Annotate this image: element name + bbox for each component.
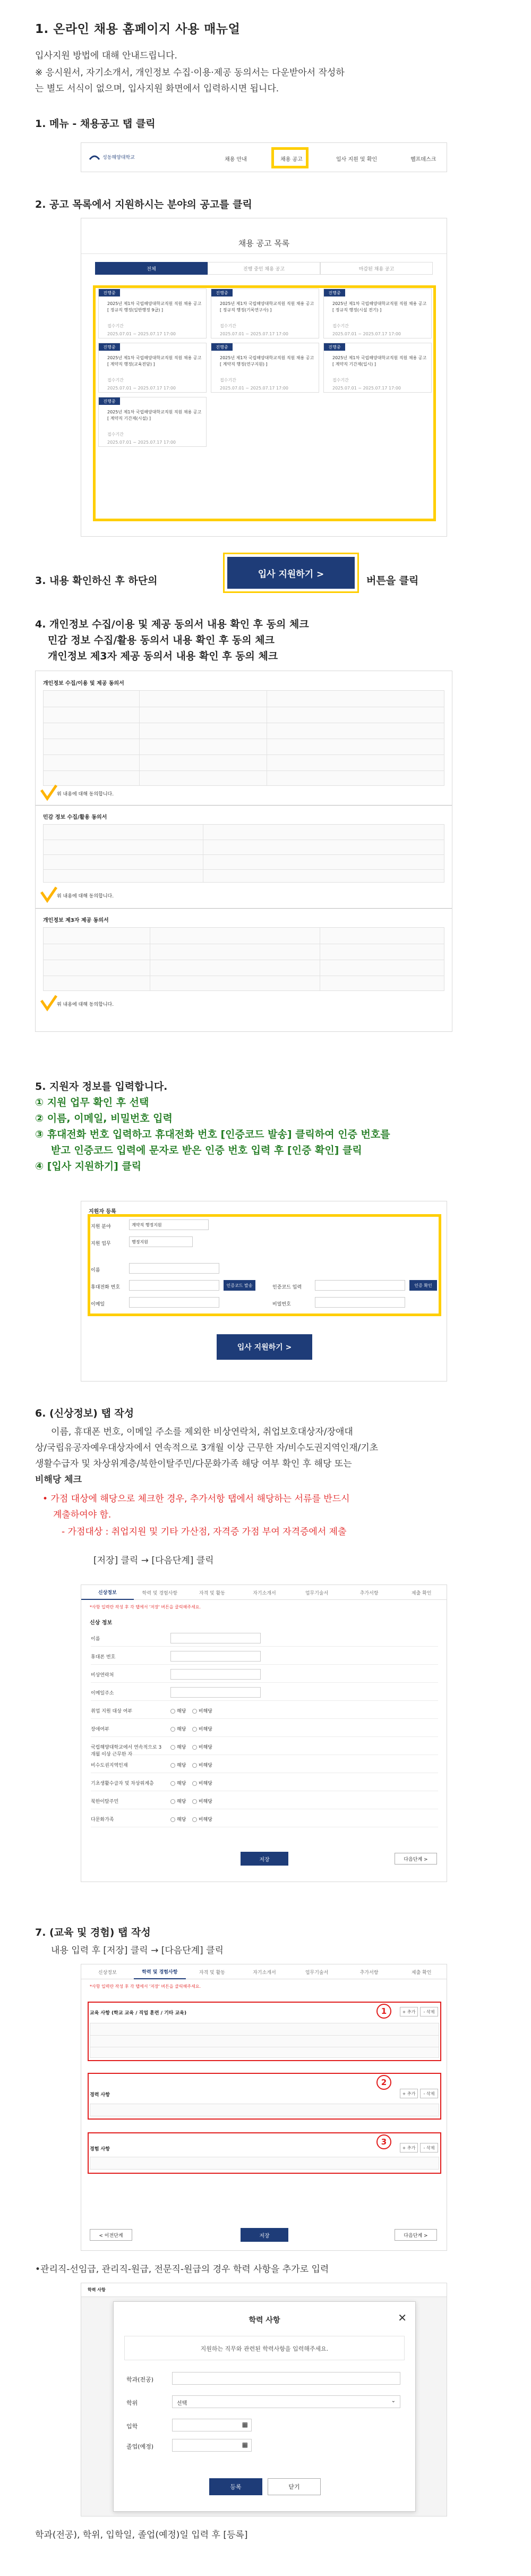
row-label: 비수도권지역인재 — [91, 1763, 128, 1768]
card-line-1: 2025년 제1차 국립해양대학교직원 직원 채용 공고 — [107, 410, 202, 414]
highlight-box — [88, 2002, 441, 2061]
step6-note-3: - 가점대상 : 취업지원 및 기타 가산점, 자격증 가점 부여 자격증에서 제출 — [62, 1527, 347, 1537]
step7-sub: 내용 입력 후 [저장] 클릭 → [다음단계] 클릭 — [51, 1945, 224, 1956]
row-label: 북한이탈주민 — [91, 1799, 119, 1804]
step-tab[interactable]: 업무기술서 — [305, 1970, 329, 1976]
row-input[interactable] — [170, 1687, 261, 1698]
education-screenshot — [81, 1964, 447, 2251]
consent-section-1-title: 개인정보 수집/이용 및 제공 동의서 — [43, 681, 124, 687]
panel-title: 채용 공고 목록 — [238, 239, 290, 248]
form-row — [91, 1630, 438, 1647]
card-status-badge: 진행중 — [99, 397, 120, 405]
logo: 성동해양대학교 — [89, 152, 135, 162]
dept-select[interactable]: 행정지원 — [129, 1236, 193, 1247]
card-period-label: 접수기간 — [332, 324, 349, 328]
card-line-1: 2025년 제1차 국립해양대학교직원 직원 채용 공고 — [107, 301, 202, 306]
row-label: 이메일주소 — [91, 1691, 114, 1696]
row-label: 휴대폰 번호 — [91, 1655, 116, 1660]
nav-job-posts[interactable]: 채용 공고 — [280, 157, 303, 163]
card-line-2: [ 계약직 행정(연구지원) ] — [220, 362, 268, 367]
consent-table-3 — [43, 927, 444, 991]
highlight-box — [223, 553, 359, 593]
card-line-1: 2025년 제1차 국립해양대학교직원 직원 채용 공고 — [220, 355, 314, 360]
job-select[interactable]: 계약직 행정지원 — [129, 1219, 209, 1230]
education-modal — [113, 2301, 416, 2512]
step3-text-pre: 3. 내용 확인하신 후 하단의 — [35, 575, 158, 587]
form-row — [91, 1702, 438, 1719]
experience-section-title: 경험 사항 — [90, 2147, 110, 2152]
highlight-box — [88, 1214, 441, 1316]
notice-text: *사항 입력란 작성 후 각 탭에서 '저장' 버튼을 클릭해주세요. — [90, 1984, 201, 1989]
personal-info-screenshot — [81, 1584, 447, 1882]
row-input[interactable] — [170, 1633, 261, 1643]
card-line-2: [ 계약직 기간제(입시) ] — [332, 362, 376, 367]
nav-recruit-info[interactable]: 채용 안내 — [225, 157, 247, 163]
step-tab[interactable]: 추가서항 — [359, 1590, 379, 1596]
step-tab[interactable]: 제출 확인 — [411, 1970, 432, 1976]
step1-title: 1. 메뉴 - 채용공고 탭 클릭 — [35, 118, 156, 130]
step6-note-1: • 가점 대상에 해당으로 체크한 경우, 추가서항 탭에서 해당하는 서류를 반드시 — [42, 1494, 350, 1504]
label-graduation: 졸업(예정) — [126, 2443, 154, 2450]
step2-title: 2. 공고 목록에서 지원하시는 분야의 공고를 클릭 — [35, 199, 252, 210]
card-period-label: 접수기간 — [220, 378, 236, 383]
tab-closed[interactable]: 마감된 채용 공고 — [320, 262, 433, 275]
form-row — [91, 1810, 438, 1827]
marker-2: 2 — [376, 2075, 391, 2090]
step-tab[interactable]: 학력 및 경험사항 — [142, 1590, 178, 1596]
graduation-date-input[interactable] — [172, 2439, 252, 2452]
delete-button[interactable]: - 삭제 — [420, 2089, 438, 2098]
card-period-label: 접수기간 — [107, 324, 124, 328]
yes-no-radio[interactable]: 해당 비해당 — [170, 1816, 212, 1823]
consent-table-2 — [43, 824, 444, 883]
card-period: 2025.07.01 ~ 2025.07.17 17:00 — [107, 440, 176, 445]
step-tab[interactable]: 자격 및 활동 — [199, 1970, 226, 1976]
next-step-button[interactable]: 다음단계 > — [395, 1853, 437, 1865]
label-major: 학과(전공) — [126, 2376, 154, 2383]
card-status-badge: 진행중 — [211, 343, 233, 351]
form-row — [91, 1756, 438, 1773]
card-line-1: 2025년 제1차 국립해양대학교직원 직원 채용 공고 — [107, 355, 202, 360]
card-period: 2025.07.01 ~ 2025.07.17 17:00 — [107, 332, 176, 336]
card-status-badge: 진행중 — [324, 343, 345, 351]
card-period: 2025.07.01 ~ 2025.07.17 17:00 — [332, 332, 401, 336]
intro-text-2: ※ 응시원서, 자기소개서, 개인정보 수집·이용·제공 동의서는 다운받아서 작성하 — [35, 67, 345, 78]
close-button[interactable]: 닫기 — [268, 2478, 321, 2495]
check-icon[interactable] — [40, 886, 58, 904]
delete-button[interactable]: - 삭제 — [420, 2007, 438, 2016]
calendar-icon: ▦ — [242, 2441, 248, 2448]
step6-text-1: 이름, 휴대폰 번호, 이메일 주소를 제외한 비상연락처, 취업보호대상자/장애대 — [51, 1427, 353, 1437]
save-button[interactable]: 저장 — [241, 1852, 288, 1866]
card-line-1: 2025년 제1차 국립해양대학교직원 직원 채용 공고 — [220, 301, 314, 306]
label-admission: 입학 — [126, 2423, 138, 2430]
major-input[interactable] — [172, 2372, 400, 2385]
step4-title-1: 4. 개인정보 수집/이용 및 제공 동의서 내용 확인 후 동의 체크 — [35, 618, 309, 630]
nav-helpdesk[interactable]: 헬프데스크 — [410, 157, 436, 163]
calendar-icon: ▦ — [242, 2421, 248, 2428]
personal-rows — [81, 1630, 447, 1842]
next-step-button[interactable]: 다음단계 > — [395, 2229, 437, 2241]
step5-item-3b: 받고 인증코드 입력에 문자로 받은 인증 번호 입력 후 [인증 확인] 클릭 — [51, 1145, 362, 1156]
label-job: 지원 분야 — [91, 1224, 111, 1230]
step7-caption: 학과(전공), 학위, 입학일, 졸업(예정)일 입력 후 [등록] — [35, 2530, 248, 2540]
step-tab[interactable]: 제출 확인 — [411, 1590, 432, 1596]
step6-text-2: 상/국립유공자예우대상자에서 연속적으로 3개월 이상 근무한 자/비수도권지역인재/기초 — [35, 1443, 379, 1453]
card-status-badge: 진행중 — [99, 289, 120, 296]
add-button[interactable]: + 추가 — [400, 2007, 418, 2016]
card-line-2: [ 정규직 행정(기록연구사) ] — [220, 308, 272, 312]
career-section-title: 경력 사항 — [90, 2092, 110, 2098]
step6-note-2: 계출하여야 함. — [53, 1510, 112, 1520]
register-button[interactable]: 등록 — [209, 2478, 262, 2495]
modal-desc: 지원하는 직무와 관련된 학력사항을 입력해주세요. — [124, 2336, 405, 2360]
card-period: 2025.07.01 ~ 2025.07.17 17:00 — [332, 386, 401, 391]
step-tab[interactable]: 신상정보 — [98, 1970, 117, 1976]
step-tab[interactable]: 추가서항 — [359, 1970, 379, 1976]
step6-title: 6. (신상정보) 탭 작성 — [35, 1408, 134, 1419]
form-row — [91, 1738, 438, 1755]
edu-section-title: 교육 사항 (학교 교육 / 직업 훈련 / 기타 교육) — [90, 2011, 187, 2016]
consent-agree-1[interactable]: 위 내용에 대해 동의합니다. — [57, 792, 114, 797]
row-label: 다문화가족 — [91, 1817, 114, 1823]
label-code: 인증코드 입력 — [272, 1285, 302, 1290]
consent-agree-3[interactable]: 위 내용에 대해 동의합니다. — [57, 1002, 114, 1007]
apply-button-example[interactable]: 입사 지원하기 > — [227, 557, 355, 589]
card-period-label: 접수기간 — [107, 432, 124, 437]
add-button[interactable]: + 추가 — [400, 2089, 418, 2098]
label-name: 이름 — [91, 1268, 100, 1273]
row-label: 취업 지원 대상 여부 — [91, 1709, 133, 1714]
row-label: 기초생활수급자 및 차상위계층 — [91, 1781, 154, 1786]
form-row — [91, 1792, 438, 1809]
label-email: 이메일 — [91, 1302, 105, 1307]
check-icon[interactable] — [40, 784, 58, 802]
consent-section-3-title: 개인정보 제3자 제공 동의서 — [43, 918, 109, 923]
check-icon[interactable] — [40, 994, 58, 1012]
step4-title-3: 개인정보 제3자 제공 동의서 내용 확인 후 동의 체크 — [48, 650, 278, 662]
row-label: 이름 — [91, 1637, 100, 1642]
step-tabs — [81, 1585, 447, 1600]
degree-select[interactable]: 선택 ⌄ — [172, 2395, 400, 2408]
consent-table-1 — [43, 690, 444, 786]
form-row — [91, 1684, 438, 1701]
form-row — [91, 1666, 438, 1683]
delete-button[interactable]: - 삭제 — [420, 2143, 438, 2153]
step-tab[interactable]: 자기소개서 — [253, 1590, 276, 1596]
chevron-down-icon: ⌄ — [391, 2398, 396, 2404]
form-title: 지원자 등록 — [89, 1209, 116, 1215]
card-status-badge: 진행중 — [324, 289, 345, 296]
step7-title: 7. (교육 및 경험) 탭 작성 — [35, 1927, 151, 1938]
label-phone: 휴대전화 번호 — [91, 1285, 121, 1290]
consent-screenshot — [35, 671, 452, 1032]
step5-title: 5. 지원자 정보를 입력합니다. — [35, 1081, 168, 1092]
highlight-box — [88, 2073, 441, 2120]
card-line-2: [ 정규직 행정(시설 전기) ] — [332, 308, 382, 312]
yes-no-radio[interactable]: 해당 비해당 — [170, 1798, 212, 1804]
row-input[interactable] — [170, 1669, 261, 1680]
close-icon[interactable]: ✕ — [398, 2311, 407, 2324]
card-line-2: [ 계약직 행정(교육전담) ] — [107, 362, 155, 367]
card-status-badge: 진행중 — [211, 289, 233, 296]
save-button[interactable]: 저장 — [241, 2228, 288, 2242]
row-label: 장애여부 — [91, 1727, 109, 1732]
form-row — [91, 1774, 438, 1791]
yes-no-radio[interactable]: 해당 비해당 — [170, 1707, 212, 1714]
step5-item-3: ③ 휴대전화 번호 입력하고 휴대전화 번호 [인증코드 발송] 클릭하여 인증 번호를 — [35, 1129, 390, 1140]
step7-bullet: •관리직-선임급, 관리직-원급, 전문직-원급의 경우 학력 사항을 추가로 입력 — [35, 2264, 329, 2275]
consent-section-2-title: 민감 정보 수집/활용 동의서 — [43, 815, 107, 820]
step6-text-4: 비해당 체크 — [35, 1475, 82, 1485]
page-title: 1. 온라인 채용 홈페이지 사용 매뉴얼 — [35, 22, 241, 36]
row-label: 비상연락처 — [91, 1673, 114, 1678]
yes-no-radio[interactable]: 해당 비해당 — [170, 1761, 212, 1768]
logo-icon — [89, 152, 100, 162]
step-tab[interactable]: 자기소개서 — [253, 1970, 276, 1976]
card-period: 2025.07.01 ~ 2025.07.17 17:00 — [107, 386, 176, 391]
add-button[interactable]: + 추가 — [400, 2143, 418, 2153]
step4-title-2: 민감 정보 수집/활용 동의서 내용 확인 후 동의 체크 — [48, 634, 275, 646]
label-degree: 학위 — [126, 2400, 138, 2406]
label-password: 비밀번호 — [272, 1302, 291, 1307]
marker-1: 1 — [376, 2004, 391, 2019]
form-row — [91, 1720, 438, 1737]
card-period-label: 접수기간 — [107, 378, 124, 383]
card-line-1: 2025년 제1차 국립해양대학교직원 직원 채용 공고 — [332, 301, 427, 306]
admission-date-input[interactable] — [172, 2419, 252, 2431]
card-period: 2025.07.01 ~ 2025.07.17 17:00 — [220, 332, 288, 336]
nav-apply-check[interactable]: 입사 지원 및 확인 — [336, 157, 378, 163]
card-line-2: [ 계약직 기간제(시설) ] — [107, 416, 151, 421]
education-modal-screenshot — [81, 2283, 447, 2516]
card-period-label: 접수기간 — [332, 378, 349, 383]
box-title: 신상 정보 — [90, 1620, 113, 1626]
intro-text-1: 입사지원 방법에 대해 안내드립니다. — [35, 50, 177, 61]
step6-click-text: [저장] 클릭 → [다음단계] 클릭 — [93, 1555, 214, 1566]
submit-apply-button[interactable]: 입사 지원하기 > — [217, 1334, 312, 1360]
yes-no-radio[interactable]: 해당 비해당 — [170, 1725, 212, 1732]
step3-text-post: 버튼을 클릭 — [366, 575, 419, 587]
highlight-box — [271, 147, 309, 168]
yes-no-radio[interactable]: 해당 비해당 — [170, 1743, 212, 1750]
step5-item-1: ① 지원 업무 확인 후 선택 — [35, 1097, 149, 1108]
card-status-badge: 진행중 — [99, 343, 120, 351]
card-period-label: 접수기간 — [220, 324, 236, 328]
applicant-form-screenshot — [81, 1201, 447, 1382]
send-code-button[interactable]: 인증코드 발송 — [224, 1280, 255, 1291]
step-tab[interactable]: 업무기술서 — [305, 1590, 329, 1596]
confirm-code-button[interactable]: 인증 확인 — [409, 1280, 437, 1291]
tab-all[interactable]: 전체 — [95, 262, 208, 275]
consent-agree-2[interactable]: 위 내용에 대해 동의합니다. — [57, 894, 114, 899]
card-line-1: 2025년 제1차 국립해양대학교직원 직원 채용 공고 — [332, 355, 427, 360]
step-tab[interactable]: 학력 및 경험사항 — [134, 1964, 186, 1979]
step6-text-3: 생활수급자 및 차상위계층/북한이탈주민/다문화가족 해당 여부 확인 후 해당 또는 — [35, 1459, 352, 1469]
card-line-2: [ 정규직 행정(일반행정 9급) ] — [107, 308, 164, 312]
background-header: 학력 사항 — [81, 2283, 447, 2297]
highlight-box — [93, 285, 436, 521]
label-dept: 지원 업무 — [91, 1241, 111, 1247]
card-period: 2025.07.01 ~ 2025.07.17 17:00 — [220, 386, 288, 391]
job-list-screenshot — [81, 218, 447, 537]
intro-text-3: 는 별도 서식이 없으며, 입사지원 화면에서 입력하시면 됩니다. — [35, 83, 279, 94]
row-input[interactable] — [170, 1651, 261, 1662]
step-tab[interactable]: 신상정보 — [81, 1585, 134, 1600]
marker-3: 3 — [376, 2134, 391, 2149]
highlight-box — [88, 2132, 441, 2174]
step5-item-2: ② 이름, 이메일, 비밀번호 입력 — [35, 1113, 173, 1124]
notice-text: *사항 입력란 작성 후 각 탭에서 '저장' 버튼을 클릭해주세요. — [90, 1605, 201, 1609]
menu-screenshot — [81, 142, 447, 172]
step-tabs — [81, 1964, 447, 1979]
modal-title: 학력 사항 — [249, 2316, 280, 2325]
form-row — [91, 1648, 438, 1665]
row-label: 국립해양대학교에서 연속적으로 3개월 이상 근무한 자 — [91, 1745, 162, 1757]
prev-step-button[interactable]: < 이전단계 — [90, 2229, 132, 2241]
yes-no-radio[interactable]: 해당 비해당 — [170, 1780, 212, 1786]
step-tab[interactable]: 자격 및 활동 — [199, 1590, 226, 1596]
step5-item-4: ④ [입사 지원하기] 클릭 — [35, 1160, 142, 1172]
tab-ongoing[interactable]: 진행 중인 채용 공고 — [208, 262, 320, 275]
